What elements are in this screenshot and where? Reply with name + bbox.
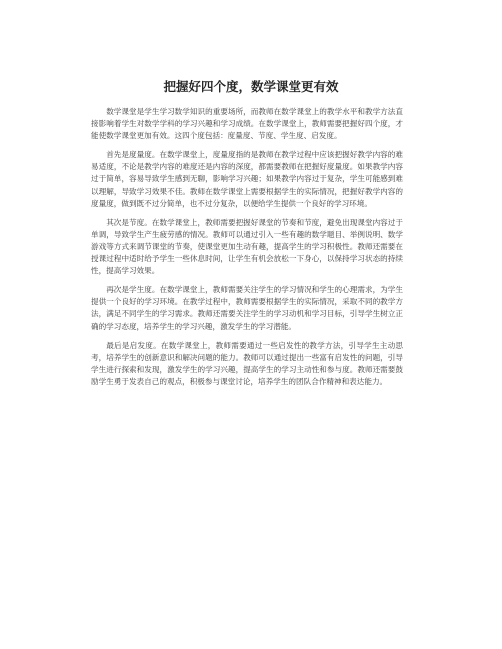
paragraph-inspiration: 最后是启发度。在数学课堂上，教师需要通过一些启发性的教学方法，引导学生主动思考，培养学生的创新意识和解决问题的能力。教师可以通过提出一些富有启发性的问题，引导学生进行探索和发现，激发学生的学习兴趣，提高学生的学习主动性和参与度。教师还需要鼓励学生勇于发表自己的观点，积极参与课堂讨论，培养学生的团队合作精神和表达能力。 [91,340,403,386]
paragraph-rhythm: 其次是节度。在数学课堂上，教师需要把握好课堂的节奏和节度，避免出现课堂内容过于单调，导致学生产生疲劳感的情况。教师可以通过引入一些有趣的数学题目、举例说明、数学游戏等方式来调节课堂的节奏，使课堂更加生动有趣，提高学生的学习积极性。教师还需要在授课过程中适时给予学生一些休息时间，让学生有机会放松一下身心，以保持学习状态的持续性，提高学习效果。 [91,217,403,276]
document-body [91,106,403,395]
paragraph-student: 再次是学生度。在数学课堂上，教师需要关注学生的学习情况和学生的心理需求，为学生提供一个良好的学习环境。在教学过程中，教师需要根据学生的实际情况，采取不同的教学方法，满足不同学生的学习需求。教师还需要关注学生的学习动机和学习目标，引导学生树立正确的学习态度，培养学生的学习兴趣，激发学生的学习潜能。 [91,285,403,331]
document-title: 把握好四个度，数学课堂更有效 [163,79,339,94]
paragraph-intro: 数学课堂是学生学习数学知识的重要场所，而教师在数学课堂上的教学水平和教学方法直接影响着学生对数学学科的学习兴趣和学习成绩。在数学课堂上，教师需要把握好四个度，才能使数学课堂更加有效。这四个度包括：度量度、节度、学生度、启发度。 [91,107,403,141]
paragraph-measure: 首先是度量度。在数学课堂上，度量度指的是教师在教学过程中应该把握好教学内容的难易适度，不论是教学内容的难度还是内容的深度，都需要教师在把握好度量度。如果教学内容过于简单，容易导致学生感到无聊，影响学习兴趣；如果教学内容过于复杂，学生可能感到难以理解，导致学习效果不佳。教师在数学课堂上需要根据学生的实际情况，把握好教学内容的度量度，做到既不过分简单，也不过分复杂，以便给学生提供一个良好的学习环境。 [91,150,403,208]
